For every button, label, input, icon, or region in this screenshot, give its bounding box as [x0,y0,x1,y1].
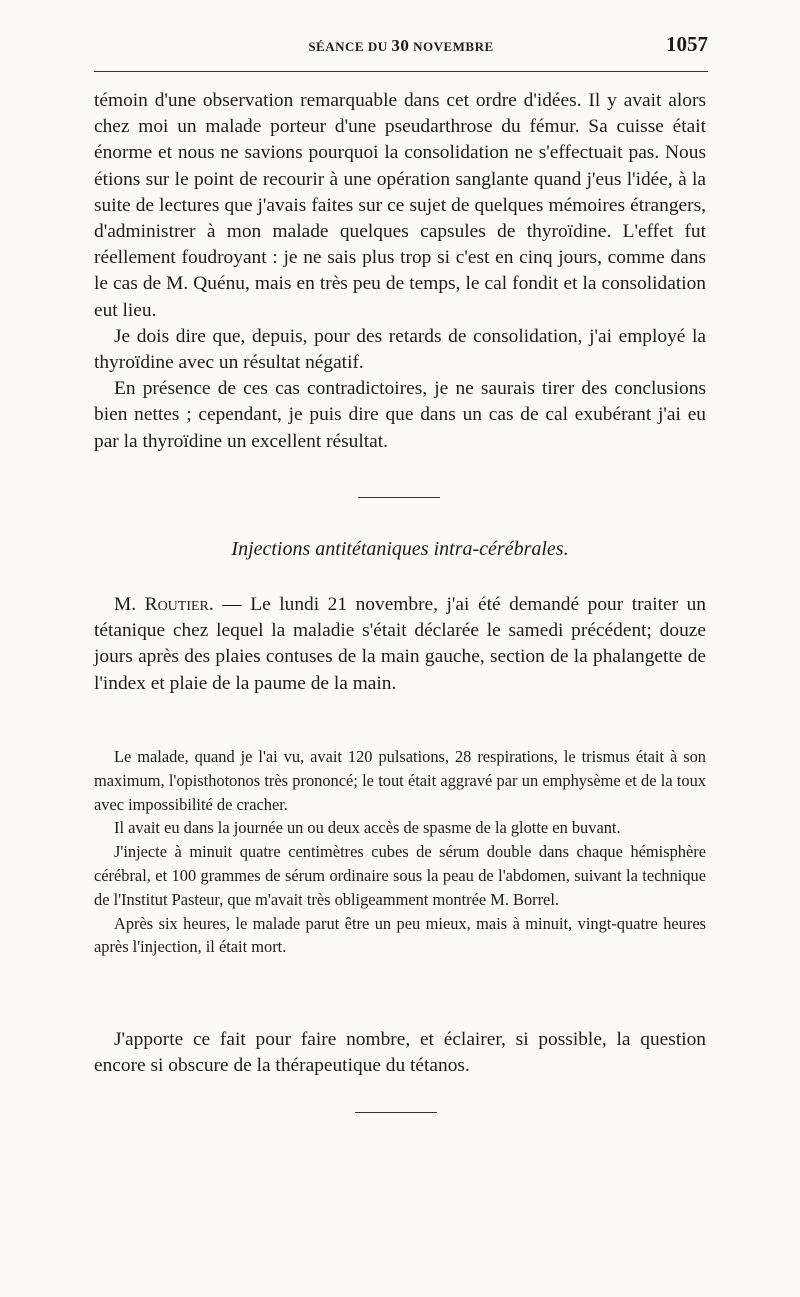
routier-block [94,592,706,697]
running-title-main: SÉANCE DU [308,39,392,54]
case-report-paragraph-1: Le malade, quand je l'ai vu, avait 120 pulsations, 28 respirations, le trismus était à son maximum, l'opisthotonos très prononcé; le tout était aggravé par un emphysème et de la toux avec impossibilité de cracher. [94,747,706,814]
case-report-paragraph-3: J'injecte à minuit quatre centimètres cubes de sérum double dans chaque hémisphère cérébral, et 100 grammes de sérum ordinaire sous la peau de l'abdomen, suivant la technique de l'Institut Pasteur, que m'avait très obligeamment montrée M. Borrel. [94,842,706,909]
running-title-end: NOVEMBRE [409,39,494,54]
routier-text: — Le lundi 21 novembre, j'ai été demandé pour traiter un tétanique chez lequel la maladie s'était déclarée le samedi précédent; douze jours après des plaies contuses de la main gauche, section de la phalangette de l'index et plaie de la paume de la main. [94,594,706,694]
case-report-block [94,745,706,959]
intro-paragraph-2: Je dois dire que, depuis, pour des retards de consolidation, j'ai employé la thyroïdine avec un résultat négatif. [94,325,706,374]
section-divider-bottom [355,1112,437,1113]
running-title-number: 30 [391,36,410,55]
speaker-name: M. Routier. [114,594,214,615]
intro-paragraph-1: témoin d'une observation remarquable dans cet ordre d'idées. Il y avait alors chez moi un malade porteur d'une pseudarthrose du fémur. Sa cuisse était énorme et nous ne savions pourquoi la consolidation ne s'effectuait pas. Nous étions sur le point de recourir à une opération sanglante quand j'eus l'idée, à la suite de lectures que j'avais faites sur ce sujet de quelques mémoires étrangers, d'administrer à mon malade quelques capsules de thyroïdine. L'effet fut réellement foudroyant : je ne sais plus trop si c'est en cinq jours, comme dans le cas de M. Quénu, mais en très peu de temps, le cal fondit et la consolidation eut lieu. [94,90,706,321]
case-report-paragraph-4: Après six heures, le malade parut être un peu mieux, mais à minuit, vingt-quatre heures après l'injection, il était mort. [94,913,706,957]
header-rule [94,71,708,72]
page-number: 1057 [666,32,708,56]
page-header [94,30,708,60]
case-report-paragraph-2: Il avait eu dans la journée un ou deux accès de spasme de la glotte en buvant. [114,818,621,838]
section-title: Injections antitétaniques intra-cérébrales. [231,538,569,560]
section-divider-top [358,497,440,498]
closing-paragraph: J'apporte ce fait pour faire nombre, et éclairer, si possible, la question encore si obscure de la thérapeutique du tétanos. [94,1029,706,1077]
running-title [94,36,708,56]
closing-block [94,1027,706,1079]
routier-paragraph [94,592,706,697]
intro-paragraph-3: En présence de ces cas contradictoires, je ne saurais tirer des conclusions bien nettes ; cependant, je puis dire que dans un cas de cal exubérant j'ai eu par la thyroïdine un excellent résultat. [94,378,706,452]
intro-block [94,88,706,455]
